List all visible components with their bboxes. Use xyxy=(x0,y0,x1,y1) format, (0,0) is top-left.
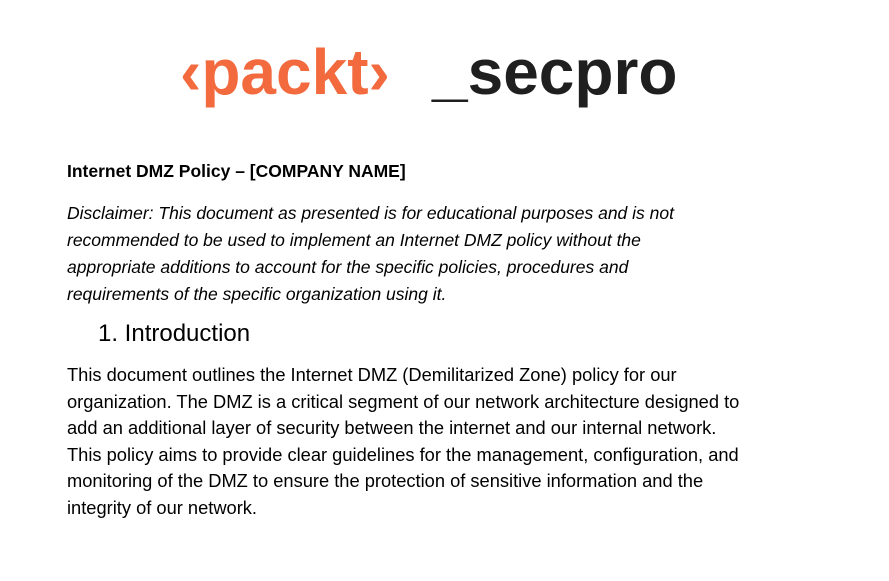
logo-brand-text: ‹packt› xyxy=(180,36,390,108)
introduction-line: add an additional layer of security between the internet and our internal network. xyxy=(67,417,717,439)
disclaimer-text xyxy=(67,200,837,308)
document-title: Internet DMZ Policy – [COMPANY NAME] xyxy=(67,161,406,181)
introduction-line: This document outlines the Internet DMZ (Demilitarized Zone) policy for our xyxy=(67,364,677,385)
disclaimer-line: Disclaimer: This document as presented is for educational purposes and is not xyxy=(67,203,674,223)
disclaimer-line: appropriate additions to account for the specific policies, procedures and xyxy=(67,257,629,277)
packt-secpro-logo xyxy=(180,34,710,114)
disclaimer-line: requirements of the specific organization using it. xyxy=(67,284,447,304)
section-heading-introduction: 1. Introduction xyxy=(98,320,251,347)
logo-product-text: _secpro xyxy=(432,36,678,108)
introduction-line: monitoring of the DMZ to ensure the protection of sensitive information and the xyxy=(67,470,704,492)
introduction-line: integrity of our network. xyxy=(67,496,258,518)
introduction-paragraph xyxy=(67,362,827,522)
introduction-line: This policy aims to provide clear guidelines for the management, configuration, and xyxy=(67,443,739,465)
introduction-line: organization. The DMZ is a critical segment of our network architecture designed to xyxy=(67,390,740,412)
disclaimer-line: recommended to be used to implement an Internet DMZ policy without the xyxy=(67,230,641,250)
